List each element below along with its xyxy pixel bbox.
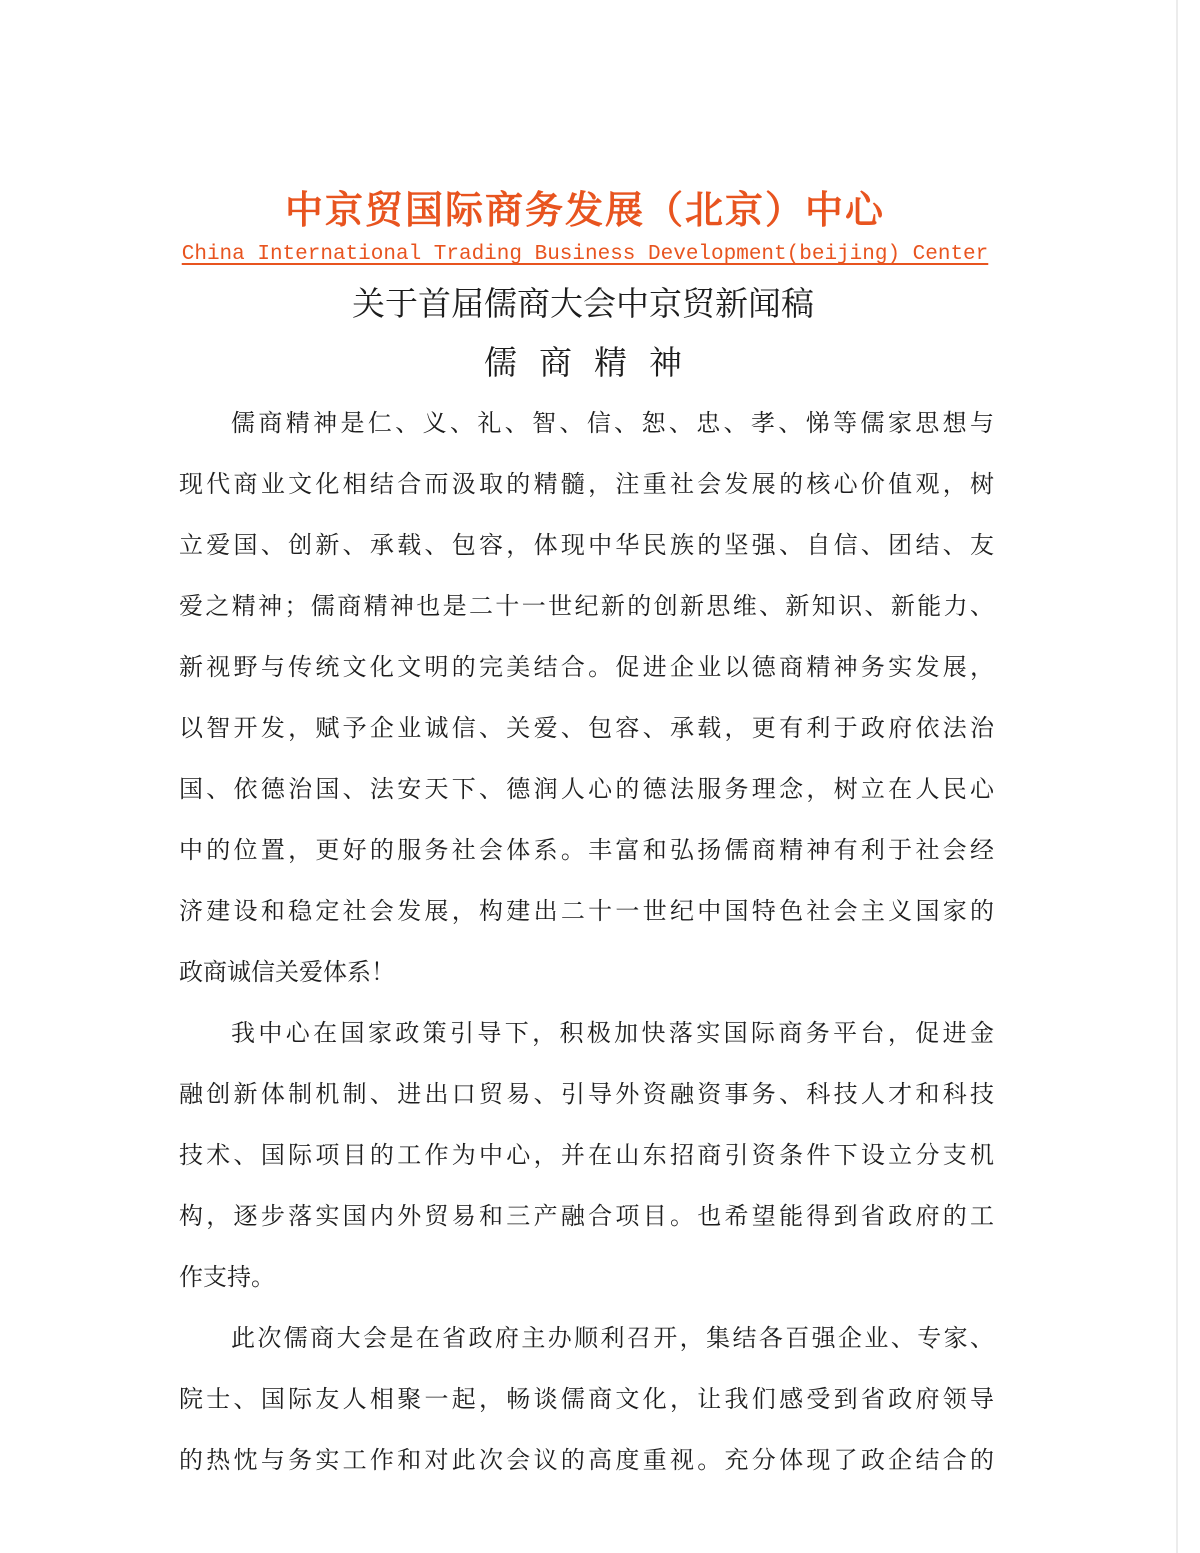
text-line: 济建设和稳定社会发展，构建出二十一世纪中国特色社会主义国家的 <box>179 897 994 925</box>
text-line: 构，逐步落实国内外贸易和三产融合项目。也希望能得到省政府的工 <box>179 1202 994 1230</box>
text-line: 此次儒商大会是在省政府主办顺利召开，集结各百强企业、专家、 <box>231 1324 994 1352</box>
text-line: 新视野与传统文化文明的完美结合。促进企业以德商精神务实发展， <box>179 653 994 681</box>
text-line: 我中心在国家政策引导下，积极加快落实国际商务平台，促进金 <box>231 1019 994 1047</box>
text-line: 以智开发，赋予企业诚信、关爱、包容、承载，更有利于政府依法治 <box>179 714 994 742</box>
text-line: 院士、国际友人相聚一起，畅谈儒商文化，让我们感受到省政府领导 <box>179 1385 994 1413</box>
document-body <box>179 393 994 1491</box>
text-line: 融创新体制机制、进出口贸易、引导外资融资事务、科技人才和科技 <box>179 1080 994 1108</box>
text-line: 作支持。 <box>179 1263 275 1291</box>
paragraph-2 <box>179 1003 994 1308</box>
page-edge <box>1176 0 1178 1553</box>
text-line: 国、依德治国、法安天下、德润人心的德法服务理念，树立在人民心 <box>179 775 994 803</box>
letterhead-org-name-en <box>0 240 1170 270</box>
letterhead-org-name-en-text: China International Trading Business Development(beijing) Center <box>181 243 989 266</box>
paragraph-1 <box>179 393 994 1003</box>
text-line: 儒商精神是仁、义、礼、智、信、恕、忠、孝、悌等儒家思想与 <box>231 409 994 437</box>
text-line: 现代商业文化相结合而汲取的精髓，注重社会发展的核心价值观，树 <box>179 470 994 498</box>
text-line: 的热忱与务实工作和对此次会议的高度重视。充分体现了政企结合的 <box>179 1446 994 1474</box>
text-line: 立爱国、创新、承载、包容，体现中华民族的坚强、自信、团结、友 <box>179 531 994 559</box>
text-line: 技术、国际项目的工作为中心，并在山东招商引资条件下设立分支机 <box>179 1141 994 1169</box>
text-line: 中的位置，更好的服务社会体系。丰富和弘扬儒商精神有利于社会经 <box>179 836 994 864</box>
text-line: 政商诚信关爱体系！ <box>179 958 395 986</box>
letterhead-org-name-cn: 中京贸国际商务发展（北京）中心 <box>284 188 885 232</box>
document-title: 关于首届儒商大会中京贸新闻稿 <box>352 284 814 323</box>
text-line: 爱之精神；儒商精神也是二十一世纪新的创新思维、新知识、新能力、 <box>179 592 994 620</box>
document-subtitle: 儒商精神 <box>484 343 704 382</box>
paragraph-3 <box>179 1308 994 1491</box>
